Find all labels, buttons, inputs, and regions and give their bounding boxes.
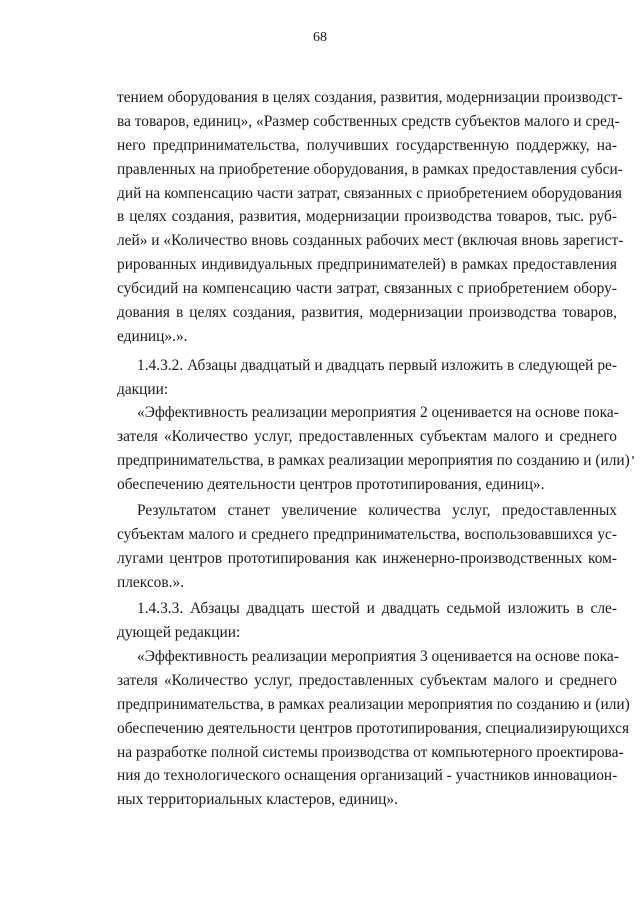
text-line: лугами центров прототипирования как инженерно-производственных ком- (117, 549, 617, 567)
paragraph-clause-1-4-3-3 (117, 597, 617, 645)
text-line: в целях создания, развития, модернизации производства товаров, тыс. руб- (117, 208, 617, 226)
paragraph-quote-measure-3 (117, 645, 630, 812)
text-line: ных территориальных кластеров, единиц». (117, 791, 398, 809)
text-line: лей» и «Количество вновь созданных рабочих мест (включая вновь зарегист- (117, 232, 624, 250)
scan-speck (632, 456, 634, 459)
text-line: зателя «Количество услуг, предоставленных субъектам малого и среднего (117, 427, 617, 445)
page-number: 68 (313, 30, 327, 45)
text-line: субсидий на компенсацию части затрат, связанных с приобретением обору- (117, 280, 617, 298)
text-line: на разработке полной системы производства от компьютерного проектирова- (117, 743, 624, 761)
text-line: зателя «Количество услуг, предоставленных субъектам малого и среднего (117, 671, 617, 689)
text-line: ва товаров, единиц», «Размер собственных средств субъектов малого и сред- (117, 112, 620, 130)
text-line: предпринимательства, в рамках реализации мероприятия по созданию и (или) (117, 451, 630, 469)
text-line: плексов.». (117, 573, 185, 591)
text-line: тением оборудования в целях создания, развития, модернизации производст- (117, 89, 623, 106)
paragraph-continuation (117, 86, 624, 349)
text-line: 1.4.3.3. Абзацы двадцать шестой и двадцать седьмой изложить в сле- (137, 600, 617, 617)
text-line: дования в целях создания, развития, модернизации производства товаров, (117, 304, 617, 322)
text-line: «Эффективность реализации мероприятия 2 оценивается на основе пока- (137, 404, 619, 421)
text-line: субъектам малого и среднего предпринимательства, воспользовавшихся ус- (117, 525, 617, 543)
text-line: ния до технологического оснащения организаций - участников инновацион- (117, 767, 618, 785)
text-line: дакции: (117, 380, 169, 398)
text-line: обеспечению деятельности центров прототипирования, единиц». (117, 475, 545, 493)
text-line: обеспечению деятельности центров прототипирования, специализирующихся (117, 719, 630, 737)
text-line: «Эффективность реализации мероприятия 3 оценивается на основе пока- (137, 648, 619, 665)
text-line: него предпринимательства, получивших государственную поддержку, на- (117, 136, 617, 154)
text-line: Результатом станет увеличение количества услуг, предоставленных (137, 502, 617, 519)
text-line: правленных на приобретение оборудования, в рамках предоставления субси- (117, 160, 623, 178)
paragraph-quote-measure-2 (117, 401, 630, 497)
text-line: предпринимательства, в рамках реализации мероприятия по созданию и (или) (117, 695, 630, 713)
text-line: единиц».». (117, 327, 188, 345)
paragraph-clause-1-4-3-2 (117, 354, 617, 402)
text-line: рированных индивидуальных предпринимателей) в рамках предоставления (117, 256, 617, 274)
text-line: дий на компенсацию части затрат, связанных с приобретением оборудования (117, 184, 622, 202)
paragraph-result (117, 499, 617, 595)
text-line: дующей редакции: (117, 623, 241, 641)
text-line: 1.4.3.2. Абзацы двадцатый и двадцать первый изложить в следующей ре- (137, 357, 617, 374)
